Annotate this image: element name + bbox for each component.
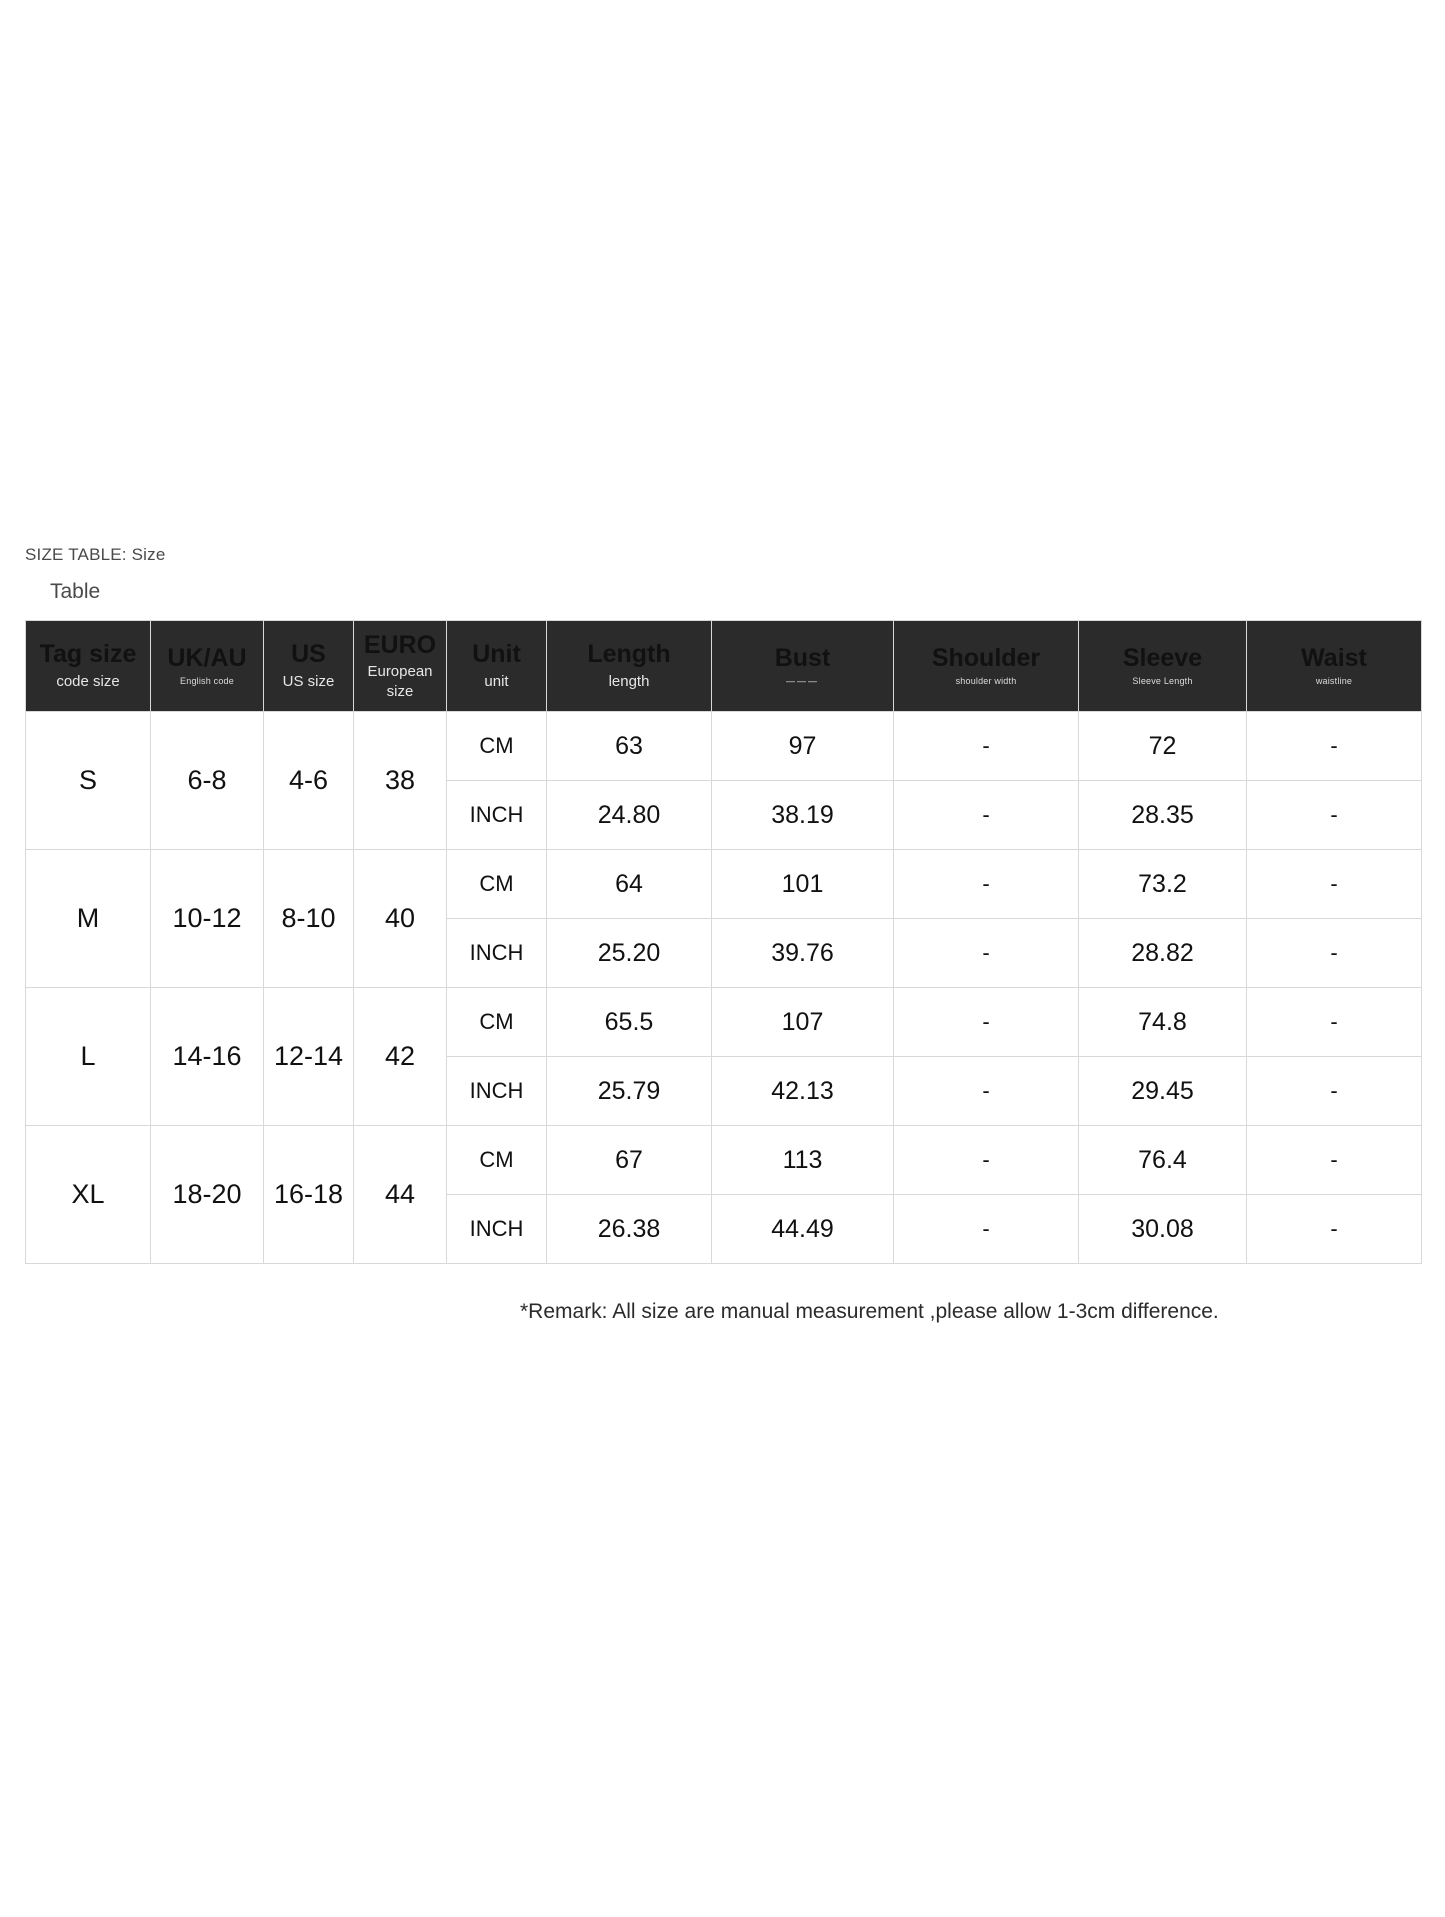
- cell-sleeve: 30.08: [1079, 1195, 1247, 1264]
- cell-shoulder: -: [894, 1057, 1079, 1126]
- header-sub-text: US size: [282, 673, 335, 691]
- size-table-caption-line2: Table: [50, 580, 101, 603]
- cell-us: 12-14: [264, 988, 354, 1126]
- cell-tag-size: L: [26, 988, 151, 1126]
- header-sub-text: English code: [180, 676, 234, 687]
- cell-length: 64: [547, 850, 712, 919]
- cell-euro: 40: [354, 850, 447, 988]
- size-table-caption-line1: SIZE TABLE: Size: [25, 545, 166, 564]
- cell-uk-au: 14-16: [151, 988, 264, 1126]
- column-header-euro: [354, 621, 447, 712]
- table-row: [26, 1126, 1422, 1195]
- cell-euro: 42: [354, 988, 447, 1126]
- cell-shoulder: -: [894, 781, 1079, 850]
- header-sub-text: code size: [56, 673, 120, 691]
- cell-length: 67: [547, 1126, 712, 1195]
- cell-unit: CM: [447, 712, 547, 781]
- cell-length: 65.5: [547, 988, 712, 1057]
- column-header-us: [264, 621, 354, 712]
- cell-us: 4-6: [264, 712, 354, 850]
- cell-sleeve: 28.82: [1079, 919, 1247, 988]
- cell-bust: 39.76: [712, 919, 894, 988]
- header-main-text: Bust: [774, 644, 831, 673]
- header-main-text: Tag size: [39, 640, 137, 669]
- header-main-text: Waist: [1301, 644, 1367, 673]
- cell-bust: 42.13: [712, 1057, 894, 1126]
- cell-unit: CM: [447, 1126, 547, 1195]
- cell-shoulder: -: [894, 850, 1079, 919]
- cell-uk-au: 10-12: [151, 850, 264, 988]
- cell-unit: CM: [447, 850, 547, 919]
- header-sub-text: unit: [484, 673, 509, 691]
- cell-length: 25.79: [547, 1057, 712, 1126]
- cell-bust: 101: [712, 850, 894, 919]
- cell-waist: -: [1247, 850, 1422, 919]
- cell-shoulder: -: [894, 919, 1079, 988]
- cell-shoulder: -: [894, 1195, 1079, 1264]
- cell-length: 24.80: [547, 781, 712, 850]
- header-main-text: EURO: [363, 630, 437, 659]
- cell-waist: -: [1247, 712, 1422, 781]
- table-row: [26, 850, 1422, 919]
- column-header-sleeve: [1079, 621, 1247, 712]
- cell-length: 63: [547, 712, 712, 781]
- cell-waist: -: [1247, 1195, 1422, 1264]
- cell-unit: INCH: [447, 1195, 547, 1264]
- cell-bust: 97: [712, 712, 894, 781]
- column-header-shoulder: [894, 621, 1079, 712]
- cell-uk-au: 6-8: [151, 712, 264, 850]
- header-sub-text: Sleeve Length: [1132, 676, 1193, 687]
- header-main-text: Length: [587, 640, 671, 669]
- cell-tag-size: M: [26, 850, 151, 988]
- size-table: [25, 620, 1422, 1264]
- cell-sleeve: 76.4: [1079, 1126, 1247, 1195]
- cell-length: 26.38: [547, 1195, 712, 1264]
- header-main-text: Sleeve: [1122, 644, 1203, 673]
- cell-sleeve: 29.45: [1079, 1057, 1247, 1126]
- column-header-unit: [447, 621, 547, 712]
- header-sub-text: ———: [786, 676, 819, 687]
- cell-bust: 113: [712, 1126, 894, 1195]
- column-header-tag-size: [26, 621, 151, 712]
- cell-unit: INCH: [447, 1057, 547, 1126]
- header-main-text: US: [291, 640, 326, 669]
- cell-sleeve: 73.2: [1079, 850, 1247, 919]
- header-sub-text: waistline: [1315, 676, 1353, 687]
- cell-tag-size: S: [26, 712, 151, 850]
- cell-tag-size: XL: [26, 1126, 151, 1264]
- table-header-row: [26, 621, 1422, 712]
- cell-unit: CM: [447, 988, 547, 1057]
- cell-uk-au: 18-20: [151, 1126, 264, 1264]
- size-table-head: [26, 621, 1422, 712]
- cell-shoulder: -: [894, 712, 1079, 781]
- cell-shoulder: -: [894, 988, 1079, 1057]
- cell-unit: INCH: [447, 919, 547, 988]
- cell-euro: 44: [354, 1126, 447, 1264]
- cell-sleeve: 72: [1079, 712, 1247, 781]
- column-header-waist: [1247, 621, 1422, 712]
- cell-shoulder: -: [894, 1126, 1079, 1195]
- cell-length: 25.20: [547, 919, 712, 988]
- table-row: [26, 712, 1422, 781]
- column-header-uk-au: [151, 621, 264, 712]
- cell-us: 8-10: [264, 850, 354, 988]
- cell-sleeve: 74.8: [1079, 988, 1247, 1057]
- cell-waist: -: [1247, 988, 1422, 1057]
- column-header-length: [547, 621, 712, 712]
- header-sub-text: shoulder width: [955, 676, 1017, 687]
- cell-us: 16-18: [264, 1126, 354, 1264]
- size-table-body: [26, 712, 1422, 1264]
- cell-waist: -: [1247, 1057, 1422, 1126]
- column-header-bust: [712, 621, 894, 712]
- header-main-text: Unit: [472, 640, 521, 669]
- measurement-remark: *Remark: All size are manual measurement ,please allow 1-3cm difference.: [520, 1300, 1219, 1323]
- cell-bust: 38.19: [712, 781, 894, 850]
- cell-bust: 44.49: [712, 1195, 894, 1264]
- cell-waist: -: [1247, 1126, 1422, 1195]
- header-sub-text: European size: [367, 663, 433, 700]
- header-main-text: Shoulder: [931, 644, 1041, 673]
- size-table-container: [25, 620, 1421, 1264]
- cell-euro: 38: [354, 712, 447, 850]
- header-sub-text: length: [608, 673, 650, 691]
- cell-waist: -: [1247, 919, 1422, 988]
- table-row: [26, 988, 1422, 1057]
- header-main-text: UK/AU: [167, 644, 247, 673]
- cell-waist: -: [1247, 781, 1422, 850]
- cell-unit: INCH: [447, 781, 547, 850]
- cell-bust: 107: [712, 988, 894, 1057]
- cell-sleeve: 28.35: [1079, 781, 1247, 850]
